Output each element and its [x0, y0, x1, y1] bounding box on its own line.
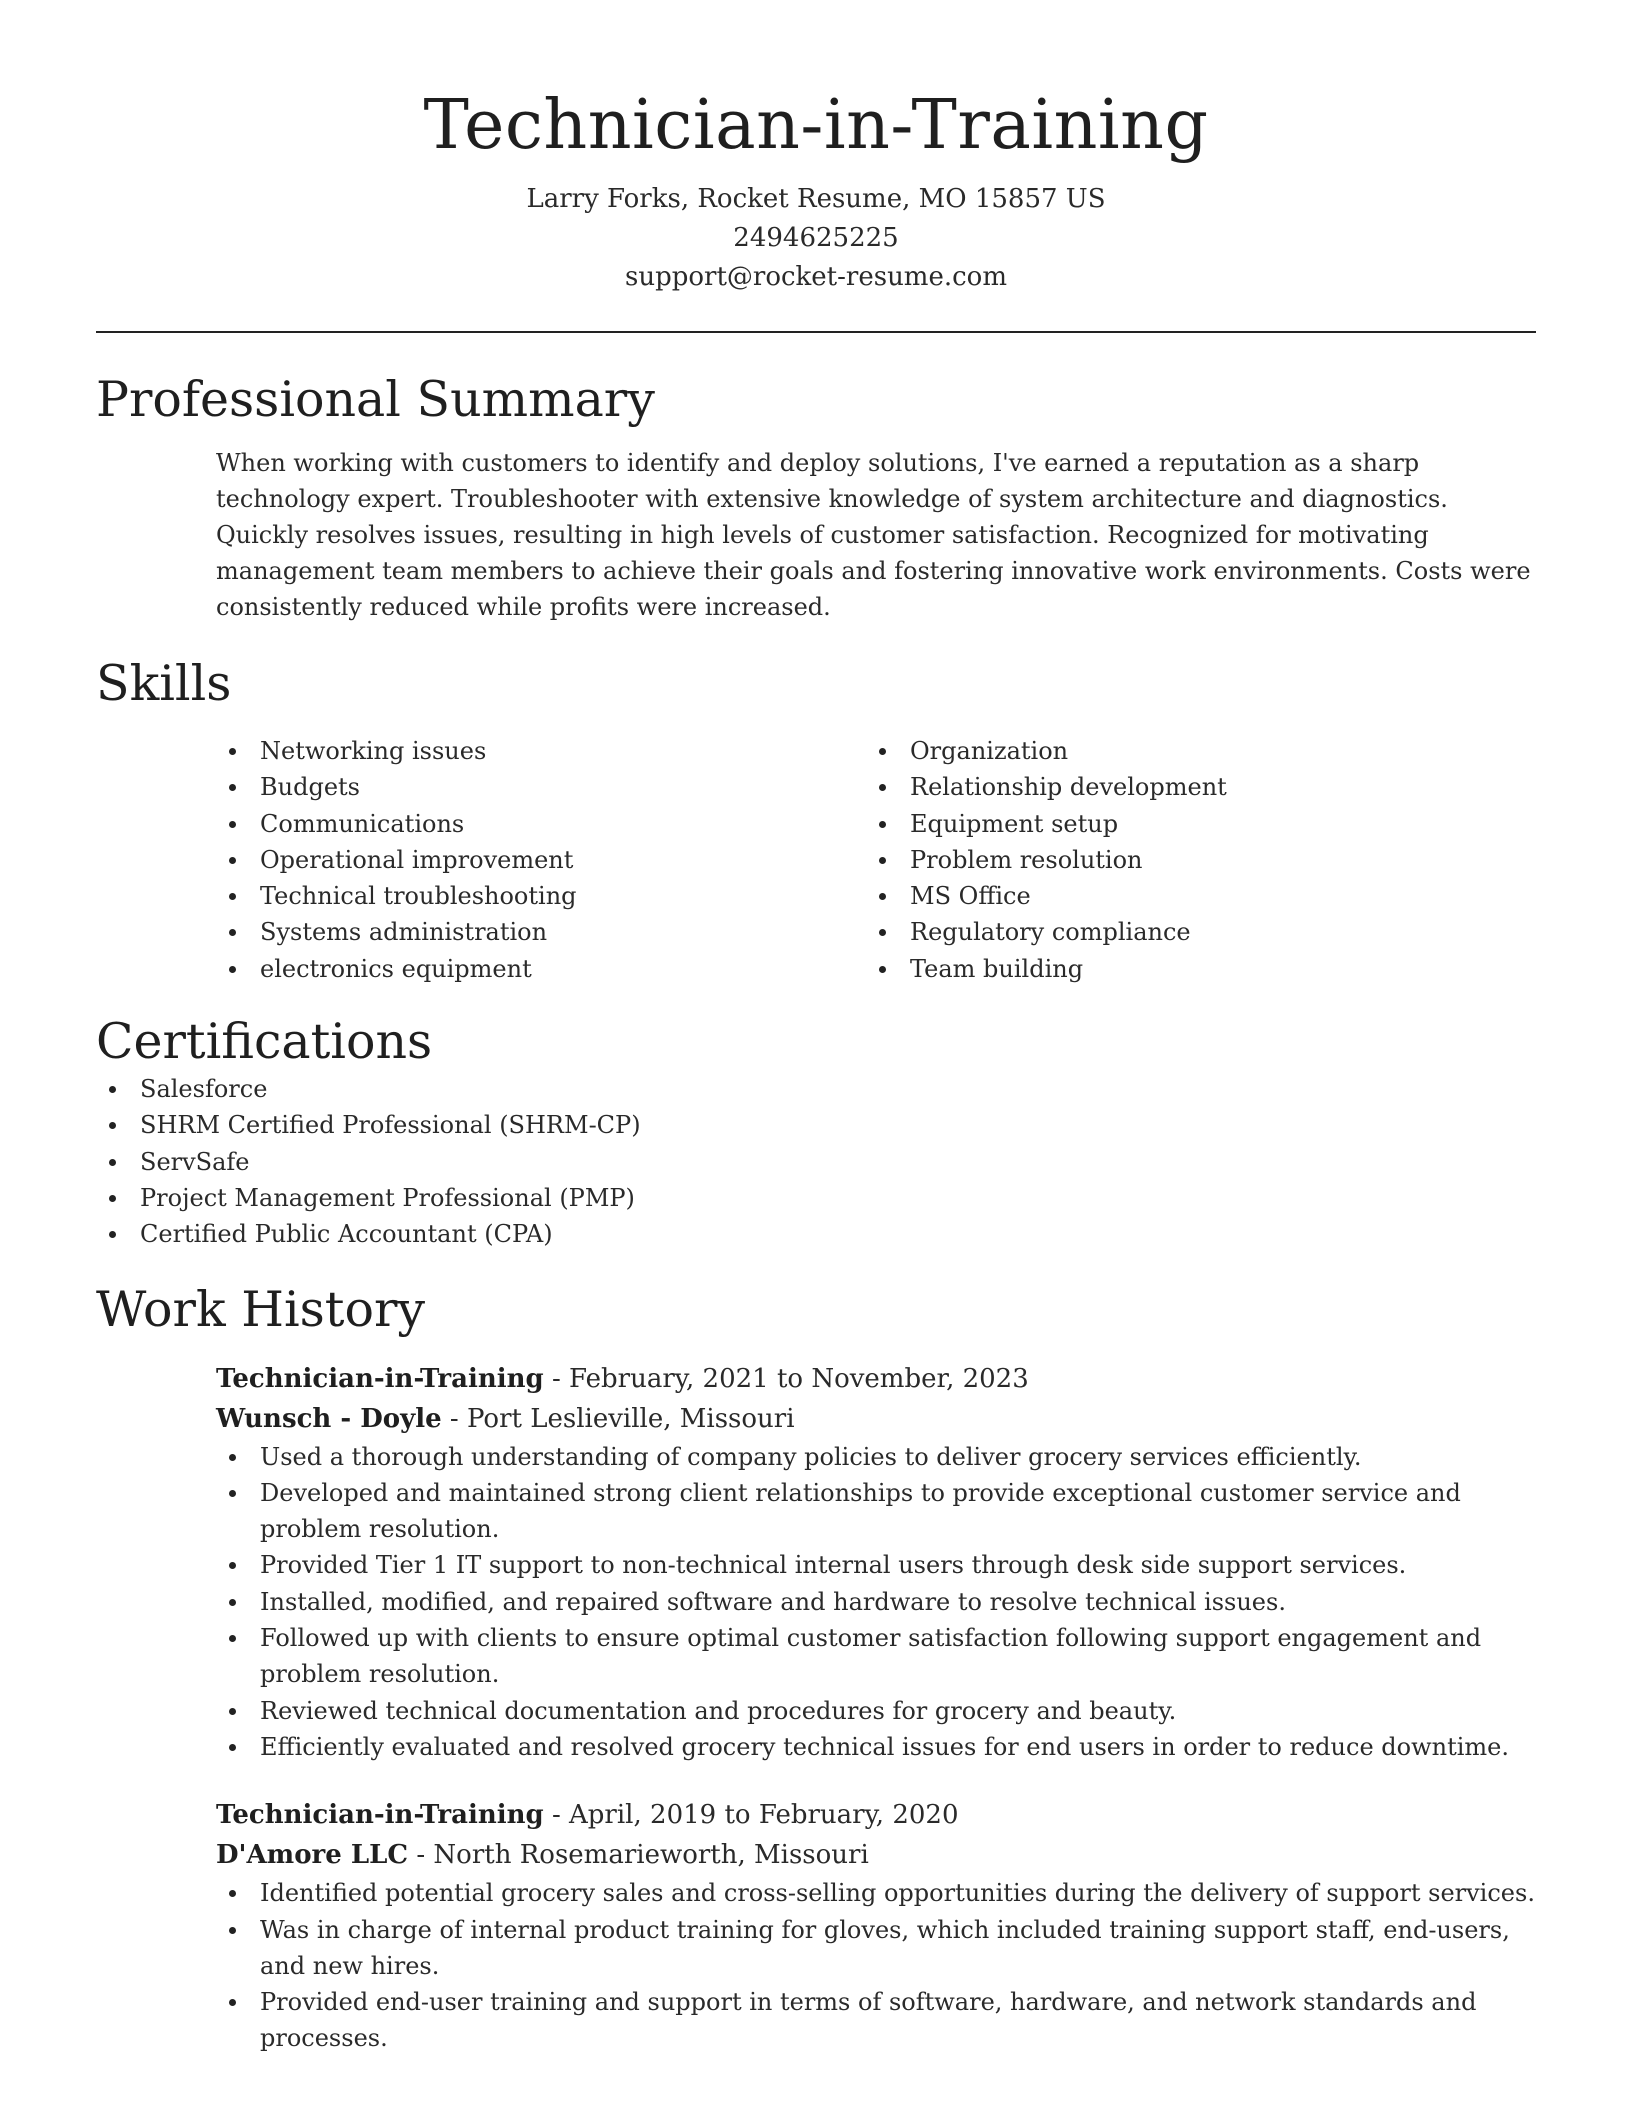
section-title-work-history: Work History [96, 1280, 426, 1338]
job-dates: April, 2019 to February, 2020 [569, 1800, 959, 1831]
job-employer [216, 1835, 1536, 1875]
certifications-list [96, 1071, 1536, 1252]
certifications-section [96, 1013, 1536, 1252]
job-title: Technician-in-Training [216, 1363, 544, 1394]
skill-item: electronics equipment [216, 951, 866, 987]
job-duty: Used a thorough understanding of company policies to deliver grocery services efficiently. [216, 1439, 1536, 1475]
job-separator: - [543, 1363, 570, 1394]
job-separator: - [408, 1840, 434, 1871]
section-title-certifications: Certifications [96, 1013, 433, 1071]
job-duty: Identified potential grocery sales and cross-selling opportunities during the delivery of support services. [216, 1875, 1536, 1911]
job-duty: Followed up with clients to ensure optimal customer satisfaction following support engagement and problem resolution. [216, 1620, 1536, 1693]
contact-email: support@rocket-resume.com [624, 262, 1007, 292]
job-duty: Provided Tier 1 IT support to non-technical internal users through desk side support services. [216, 1547, 1536, 1583]
professional-summary-section [96, 371, 1536, 625]
contact-phone: 2494625225 [733, 223, 899, 253]
job-heading [216, 1359, 1536, 1399]
certification-item: ServSafe [96, 1144, 1536, 1180]
skills-column-left [216, 733, 866, 987]
job-separator: - [441, 1403, 467, 1434]
job-duty: Provided end-user training and support in terms of software, hardware, and network standards and processes. [216, 1984, 1536, 2057]
skills-list-left [216, 733, 866, 987]
skill-item: Networking issues [216, 733, 866, 769]
skill-item: Technical troubleshooting [216, 878, 866, 914]
job-location: North Rosemarieworth, Missouri [433, 1840, 869, 1871]
job-location: Port Leslieville, Missouri [466, 1403, 795, 1434]
header-divider [96, 331, 1536, 333]
job-entry [216, 1795, 1536, 2056]
resume-header [96, 0, 1536, 297]
skills-grid [216, 733, 1536, 987]
job-duty: Efficiently evaluated and resolved grocery technical issues for end users in order to reduce downtime. [216, 1729, 1536, 1765]
skill-item: Team building [866, 951, 1516, 987]
certification-item: SHRM Certified Professional (SHRM-CP) [96, 1107, 1536, 1143]
skills-column-right [866, 733, 1516, 987]
skill-item: Operational improvement [216, 842, 866, 878]
skill-item: Budgets [216, 769, 866, 805]
job-duties-list [216, 1875, 1536, 2056]
section-title-skills: Skills [96, 655, 232, 712]
job-heading [216, 1795, 1536, 1835]
skill-item: MS Office [866, 878, 1516, 914]
job-company: Wunsch - Doyle [216, 1403, 442, 1434]
job-employer [216, 1399, 1536, 1439]
skills-list-right [866, 733, 1516, 987]
certification-item: Salesforce [96, 1071, 1536, 1107]
skill-item: Problem resolution [866, 842, 1516, 878]
job-duty: Developed and maintained strong client relationships to provide exceptional customer service and problem resolution. [216, 1475, 1536, 1548]
contact-info [96, 180, 1536, 297]
job-company: D'Amore LLC [216, 1840, 409, 1871]
contact-address: Larry Forks, Rocket Resume, MO 15857 US [526, 184, 1106, 214]
skill-item: Systems administration [216, 914, 866, 950]
job-title: Technician-in-Training [216, 1800, 544, 1831]
job-entry [216, 1359, 1536, 1766]
resume-page [96, 0, 1536, 2057]
job-duty: Reviewed technical documentation and procedures for grocery and beauty. [216, 1693, 1536, 1729]
skills-section [96, 655, 1536, 987]
skill-item: Organization [866, 733, 1516, 769]
summary-text: When working with customers to identify and deploy solutions, I've earned a reputation as a sharp technology expert. Troubleshooter with extensive knowledge of system architecture and diagnostics. Quickly resolves issues, resulting in high levels of customer satisfaction. Recognized for motivating management team members to achieve their goals and fostering innovative work environments. Costs were consistently reduced while profits were increased. [216, 449, 1531, 621]
skill-item: Regulatory compliance [866, 914, 1516, 950]
certification-item: Project Management Professional (PMP) [96, 1180, 1536, 1216]
section-title-summary: Professional Summary [96, 371, 655, 428]
skill-item: Equipment setup [866, 806, 1516, 842]
work-history-section [96, 1281, 1536, 2057]
skill-item: Communications [216, 806, 866, 842]
job-duty: Installed, modified, and repaired software and hardware to resolve technical issues. [216, 1584, 1536, 1620]
certification-item: Certified Public Accountant (CPA) [96, 1216, 1536, 1252]
candidate-name: Technician-in-Training [423, 86, 1209, 165]
job-dates: February, 2021 to November, 2023 [569, 1363, 1029, 1394]
job-duties-list [216, 1439, 1536, 1766]
job-duty: Was in charge of internal product training for gloves, which included training support staff, end-users, and new hires. [216, 1912, 1536, 1985]
job-separator: - [543, 1800, 570, 1831]
skill-item: Relationship development [866, 769, 1516, 805]
